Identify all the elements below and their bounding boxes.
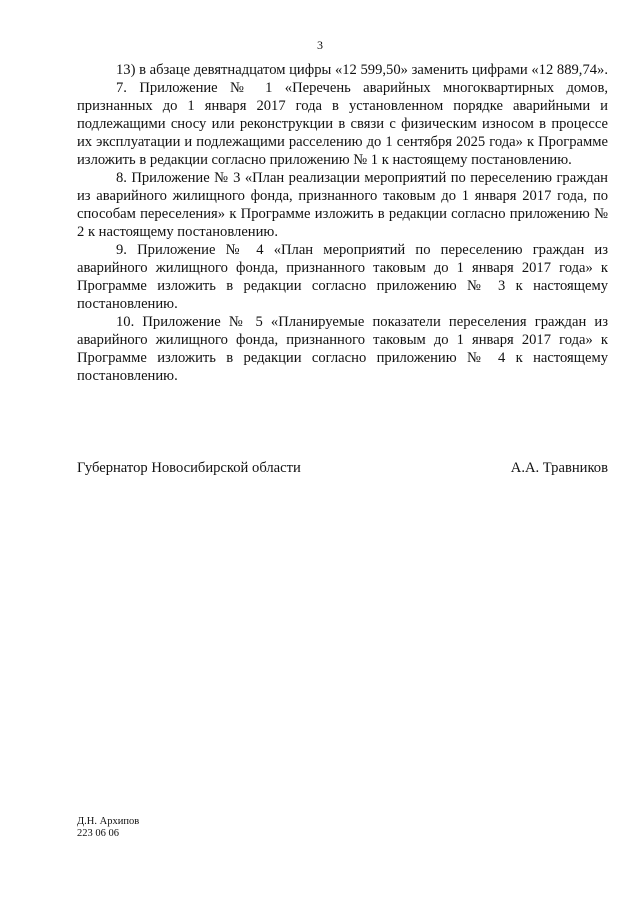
paragraph-item-9: 9. Приложение № 4 «План мероприятий по переселению граждан из аварийного жилищного фонда, признанного таковым до 1 января 2017 года» к Программе изложить в редакции согласно приложению № 3 к настоящему постановлению. (77, 242, 608, 312)
document-body (77, 61, 608, 385)
paragraph-item-13: 13) в абзаце девятнадцатом цифры «12 599,50» заменить цифрами «12 889,74». (116, 62, 608, 78)
executor-phone: 223 06 06 (77, 828, 119, 839)
paragraph-item-10: 10. Приложение № 5 «Планируемые показатели переселения граждан из аварийного жилищного фонда, признанного таковым до 1 января 2017 года» к Программе изложить в редакции согласно приложению № 4 к настоящему постановлению. (77, 314, 608, 384)
signature-block (77, 459, 608, 477)
signatory-position: Губернатор Новосибирской области (77, 460, 301, 476)
paragraph-item-8: 8. Приложение № 3 «План реализации мероприятий по переселению граждан из аварийного жилищного фонда, признанного таковым до 1 января 2017 года, по способам переселения» к Программе изложить в редакции согласно приложению № 2 к настоящему постановлению. (77, 170, 608, 240)
executor-name: Д.Н. Архипов (77, 816, 140, 827)
page-number: 3 (317, 38, 323, 52)
signatory-name: А.А. Травников (510, 460, 608, 476)
executor-block (77, 816, 139, 840)
paragraph-item-7: 7. Приложение № 1 «Перечень аварийных многоквартирных домов, признанных до 1 января 2017 года в установленном порядке аварийными и подлежащими сносу или реконструкции в связи с физическим износом в процессе их эксплуатации и подлежащими расселению до 1 сентября 2025 года» к Программе изложить в редакции согласно приложению № 1 к настоящему постановлению. (77, 80, 608, 168)
